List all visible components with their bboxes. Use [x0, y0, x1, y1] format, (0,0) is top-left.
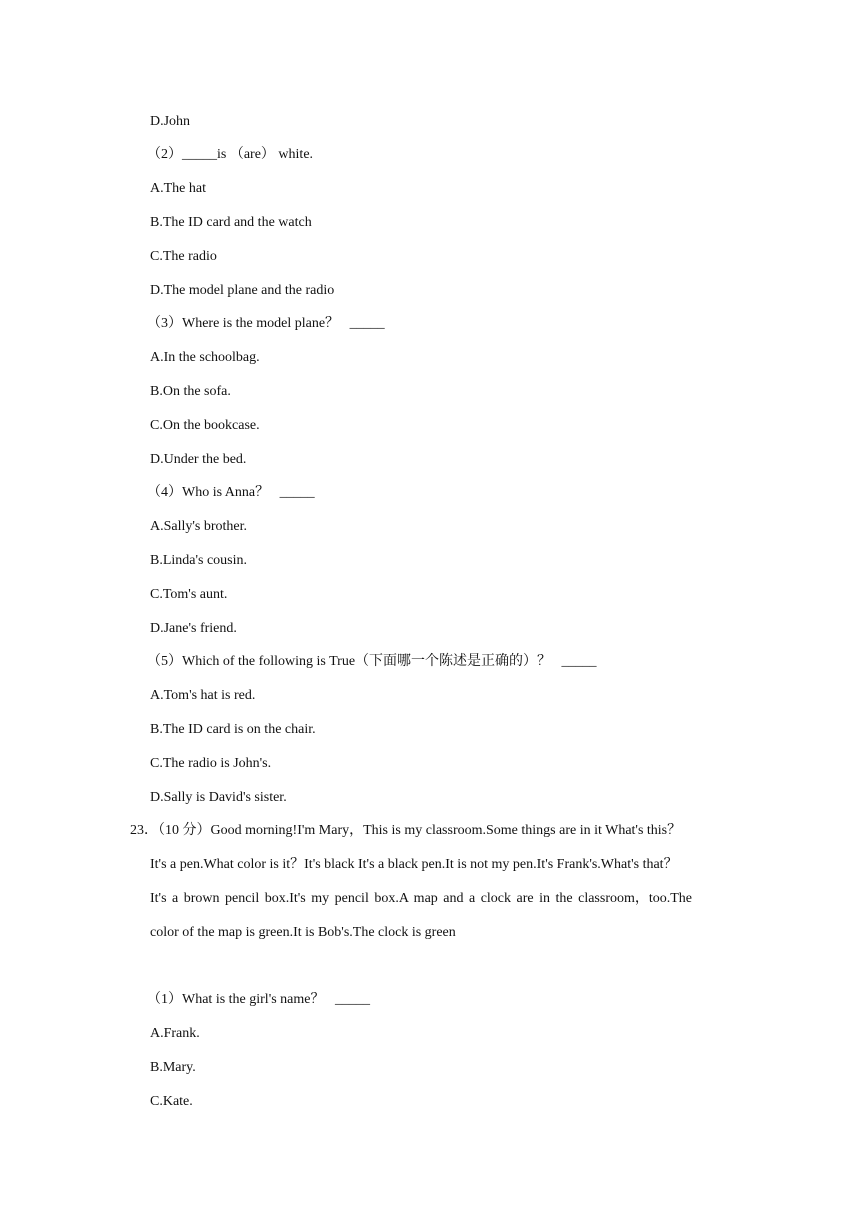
answer-blank: _____: [561, 654, 597, 669]
option-b: B.Linda's cousin.: [150, 553, 248, 568]
option-b: B.The ID card and the watch: [150, 215, 312, 230]
sub-question-text: （3）Where is the model plane？: [147, 316, 340, 331]
question-23-header: [130, 822, 681, 840]
option-b: B.On the sofa.: [150, 384, 231, 399]
option-a: A.Sally's brother.: [150, 519, 248, 534]
question-points: （10 分）: [158, 823, 211, 838]
option-c: C.Tom's aunt.: [150, 587, 228, 602]
option-a: A.Tom's hat is red.: [150, 688, 256, 703]
sub-question-text: is （are） white.: [217, 147, 314, 162]
answer-blank: _____: [182, 147, 217, 162]
passage-line: Good morning!I'm Mary，This is my classroom.Some things are in it What's this？: [210, 823, 682, 838]
sub-question-text: （4）Who is Anna？: [147, 485, 270, 500]
option-d: D.Jane's friend.: [150, 621, 237, 636]
option-c: C.On the bookcase.: [150, 418, 260, 433]
sub-question-3: [147, 315, 385, 333]
option-b: B.Mary.: [150, 1060, 196, 1075]
option-c: C.The radio is John's.: [150, 756, 272, 771]
option-a: A.The hat: [150, 181, 206, 196]
option-c: C.Kate.: [150, 1094, 193, 1109]
sub-question-2: [147, 146, 313, 164]
option-d: D.Sally is David's sister.: [150, 790, 287, 805]
option-a: A.In the schoolbag.: [150, 350, 260, 365]
sub-question-text: （1）What is the girl's name？: [147, 992, 325, 1007]
sub-question-5: [147, 653, 597, 671]
sub-question-text: （5）Which of the following is True（下面哪一个陈述是正确的）？: [147, 654, 552, 669]
option-d: D.The model plane and the radio: [150, 283, 335, 298]
sub-question-number: （2）: [147, 147, 182, 162]
sub-question-1: [147, 991, 370, 1009]
passage-line: It's a pen.What color is it？It's black It's a black pen.It is not my pen.It's Frank's.What's that？: [150, 857, 678, 872]
sub-question-4: [147, 484, 315, 502]
question-number: 23．: [130, 823, 158, 838]
option-d: D.John: [150, 114, 191, 129]
option-b: B.The ID card is on the chair.: [150, 722, 316, 737]
passage-line: color of the map is green.It is Bob's.The clock is green: [150, 925, 456, 940]
option-d: D.Under the bed.: [150, 452, 247, 467]
answer-blank: _____: [349, 316, 385, 331]
answer-blank: _____: [279, 485, 315, 500]
answer-blank: _____: [335, 992, 370, 1007]
option-c: C.The radio: [150, 249, 217, 264]
option-a: A.Frank.: [150, 1026, 200, 1041]
passage-line: It's a brown pencil box.It's my pencil box.A map and a clock are in the classroom，too.The: [150, 891, 693, 906]
